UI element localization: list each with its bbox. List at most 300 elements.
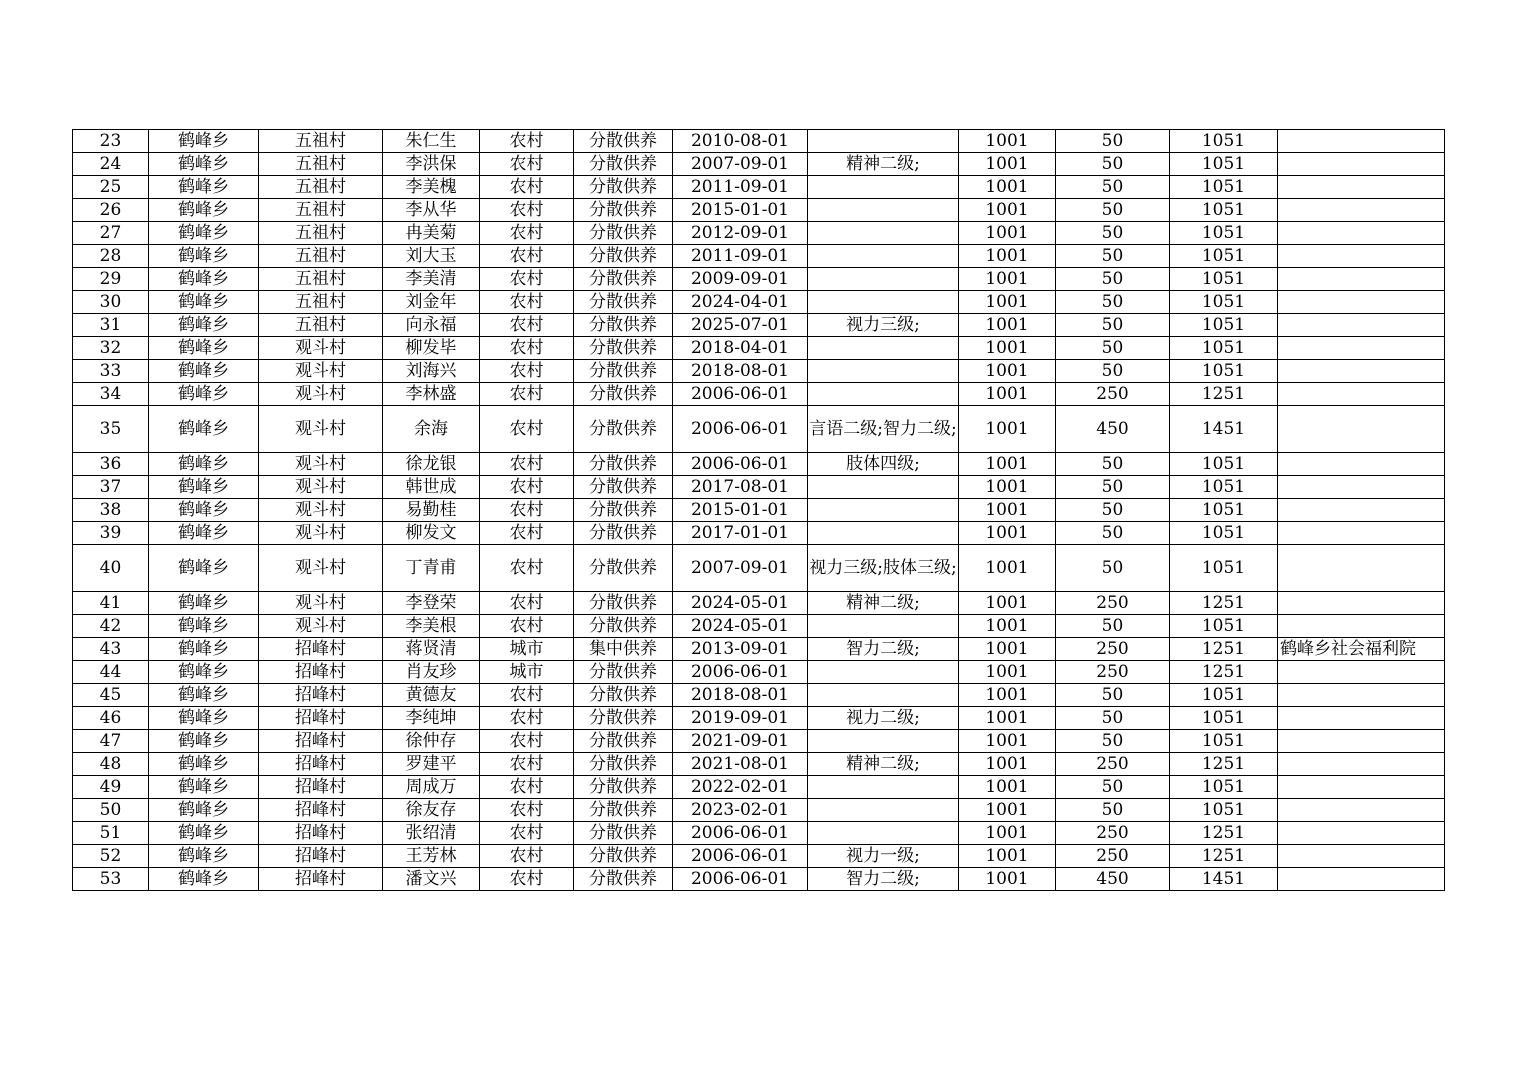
name-cell: 黄德友 — [383, 684, 480, 707]
extra-amount-cell: 250 — [1056, 661, 1170, 684]
base-amount-cell: 1001 — [959, 130, 1056, 153]
name-cell: 韩世成 — [383, 476, 480, 499]
base-amount-cell: 1001 — [959, 245, 1056, 268]
base-amount-cell: 1001 — [959, 661, 1056, 684]
name-cell: 张绍清 — [383, 822, 480, 845]
household-type-cell: 农村 — [480, 406, 574, 453]
disability-cell: 精神二级; — [808, 592, 959, 615]
disability-cell — [808, 730, 959, 753]
household-type-cell: 农村 — [480, 730, 574, 753]
village-cell: 五祖村 — [259, 153, 383, 176]
township-cell: 鹤峰乡 — [149, 661, 259, 684]
base-amount-cell: 1001 — [959, 868, 1056, 891]
total-amount-cell: 1051 — [1170, 360, 1278, 383]
start-date-cell: 2007-09-01 — [673, 545, 808, 592]
base-amount-cell: 1001 — [959, 268, 1056, 291]
institution-cell — [1278, 684, 1445, 707]
village-cell: 观斗村 — [259, 406, 383, 453]
start-date-cell: 2006-06-01 — [673, 383, 808, 406]
total-amount-cell: 1051 — [1170, 522, 1278, 545]
township-cell: 鹤峰乡 — [149, 245, 259, 268]
table-row — [73, 476, 1445, 499]
start-date-cell: 2006-06-01 — [673, 453, 808, 476]
township-cell: 鹤峰乡 — [149, 383, 259, 406]
support-mode-cell: 分散供养 — [574, 822, 673, 845]
index-cell: 41 — [73, 592, 149, 615]
index-cell: 46 — [73, 707, 149, 730]
table-row — [73, 684, 1445, 707]
household-type-cell: 农村 — [480, 822, 574, 845]
institution-cell — [1278, 268, 1445, 291]
support-mode-cell: 分散供养 — [574, 291, 673, 314]
roster-body — [73, 130, 1445, 891]
table-row — [73, 406, 1445, 453]
name-cell: 李美槐 — [383, 176, 480, 199]
household-type-cell: 农村 — [480, 868, 574, 891]
township-cell: 鹤峰乡 — [149, 707, 259, 730]
support-mode-cell: 分散供养 — [574, 522, 673, 545]
household-type-cell: 农村 — [480, 776, 574, 799]
township-cell: 鹤峰乡 — [149, 337, 259, 360]
base-amount-cell: 1001 — [959, 176, 1056, 199]
table-row — [73, 868, 1445, 891]
support-mode-cell: 分散供养 — [574, 776, 673, 799]
name-cell: 李林盛 — [383, 383, 480, 406]
disability-cell — [808, 661, 959, 684]
township-cell: 鹤峰乡 — [149, 522, 259, 545]
start-date-cell: 2007-09-01 — [673, 153, 808, 176]
disability-cell: 视力一级; — [808, 845, 959, 868]
base-amount-cell: 1001 — [959, 453, 1056, 476]
start-date-cell: 2011-09-01 — [673, 176, 808, 199]
support-mode-cell: 集中供养 — [574, 638, 673, 661]
support-mode-cell: 分散供养 — [574, 176, 673, 199]
total-amount-cell: 1251 — [1170, 592, 1278, 615]
village-cell: 观斗村 — [259, 383, 383, 406]
total-amount-cell: 1251 — [1170, 845, 1278, 868]
institution-cell — [1278, 453, 1445, 476]
base-amount-cell: 1001 — [959, 638, 1056, 661]
start-date-cell: 2018-08-01 — [673, 360, 808, 383]
total-amount-cell: 1051 — [1170, 291, 1278, 314]
household-type-cell: 城市 — [480, 661, 574, 684]
base-amount-cell: 1001 — [959, 822, 1056, 845]
index-cell: 48 — [73, 753, 149, 776]
index-cell: 44 — [73, 661, 149, 684]
disability-cell: 肢体四级; — [808, 453, 959, 476]
township-cell: 鹤峰乡 — [149, 153, 259, 176]
table-row — [73, 314, 1445, 337]
base-amount-cell: 1001 — [959, 406, 1056, 453]
total-amount-cell: 1051 — [1170, 199, 1278, 222]
support-mode-cell: 分散供养 — [574, 337, 673, 360]
index-cell: 24 — [73, 153, 149, 176]
household-type-cell: 农村 — [480, 153, 574, 176]
institution-cell — [1278, 522, 1445, 545]
institution-cell — [1278, 199, 1445, 222]
disability-cell — [808, 684, 959, 707]
institution-cell — [1278, 730, 1445, 753]
start-date-cell: 2006-06-01 — [673, 406, 808, 453]
table-row — [73, 499, 1445, 522]
household-type-cell: 农村 — [480, 707, 574, 730]
disability-cell: 智力二级; — [808, 868, 959, 891]
support-mode-cell: 分散供养 — [574, 222, 673, 245]
total-amount-cell: 1051 — [1170, 707, 1278, 730]
name-cell: 柳发文 — [383, 522, 480, 545]
table-row — [73, 661, 1445, 684]
table-row — [73, 199, 1445, 222]
township-cell: 鹤峰乡 — [149, 638, 259, 661]
village-cell: 招峰村 — [259, 845, 383, 868]
support-mode-cell: 分散供养 — [574, 130, 673, 153]
township-cell: 鹤峰乡 — [149, 753, 259, 776]
support-mode-cell: 分散供养 — [574, 730, 673, 753]
start-date-cell: 2024-05-01 — [673, 615, 808, 638]
total-amount-cell: 1051 — [1170, 776, 1278, 799]
start-date-cell: 2012-09-01 — [673, 222, 808, 245]
table-row — [73, 592, 1445, 615]
village-cell: 观斗村 — [259, 453, 383, 476]
base-amount-cell: 1001 — [959, 753, 1056, 776]
base-amount-cell: 1001 — [959, 476, 1056, 499]
total-amount-cell: 1051 — [1170, 615, 1278, 638]
extra-amount-cell: 50 — [1056, 615, 1170, 638]
table-row — [73, 799, 1445, 822]
extra-amount-cell: 250 — [1056, 383, 1170, 406]
name-cell: 易勤桂 — [383, 499, 480, 522]
institution-cell — [1278, 822, 1445, 845]
base-amount-cell: 1001 — [959, 684, 1056, 707]
disability-cell — [808, 337, 959, 360]
table-row — [73, 707, 1445, 730]
start-date-cell: 2006-06-01 — [673, 661, 808, 684]
household-type-cell: 农村 — [480, 753, 574, 776]
start-date-cell: 2024-05-01 — [673, 592, 808, 615]
extra-amount-cell: 50 — [1056, 314, 1170, 337]
name-cell: 罗建平 — [383, 753, 480, 776]
start-date-cell: 2021-09-01 — [673, 730, 808, 753]
institution-cell — [1278, 776, 1445, 799]
township-cell: 鹤峰乡 — [149, 822, 259, 845]
disability-cell — [808, 499, 959, 522]
start-date-cell: 2019-09-01 — [673, 707, 808, 730]
village-cell: 观斗村 — [259, 360, 383, 383]
name-cell: 徐友存 — [383, 799, 480, 822]
extra-amount-cell: 250 — [1056, 638, 1170, 661]
extra-amount-cell: 50 — [1056, 684, 1170, 707]
index-cell: 37 — [73, 476, 149, 499]
total-amount-cell: 1051 — [1170, 130, 1278, 153]
extra-amount-cell: 450 — [1056, 868, 1170, 891]
index-cell: 34 — [73, 383, 149, 406]
township-cell: 鹤峰乡 — [149, 176, 259, 199]
extra-amount-cell: 50 — [1056, 799, 1170, 822]
household-type-cell: 农村 — [480, 545, 574, 592]
household-type-cell: 农村 — [480, 314, 574, 337]
index-cell: 42 — [73, 615, 149, 638]
village-cell: 招峰村 — [259, 799, 383, 822]
village-cell: 观斗村 — [259, 476, 383, 499]
disability-cell — [808, 268, 959, 291]
base-amount-cell: 1001 — [959, 153, 1056, 176]
index-cell: 47 — [73, 730, 149, 753]
start-date-cell: 2015-01-01 — [673, 199, 808, 222]
name-cell: 朱仁生 — [383, 130, 480, 153]
disability-cell — [808, 776, 959, 799]
extra-amount-cell: 50 — [1056, 776, 1170, 799]
index-cell: 32 — [73, 337, 149, 360]
village-cell: 招峰村 — [259, 868, 383, 891]
institution-cell — [1278, 222, 1445, 245]
name-cell: 蒋贤清 — [383, 638, 480, 661]
disability-cell — [808, 476, 959, 499]
index-cell: 33 — [73, 360, 149, 383]
institution-cell — [1278, 337, 1445, 360]
extra-amount-cell: 250 — [1056, 592, 1170, 615]
total-amount-cell: 1051 — [1170, 453, 1278, 476]
disability-cell: 言语二级;智力二级; — [808, 406, 959, 453]
base-amount-cell: 1001 — [959, 545, 1056, 592]
index-cell: 49 — [73, 776, 149, 799]
table-row — [73, 383, 1445, 406]
extra-amount-cell: 50 — [1056, 130, 1170, 153]
village-cell: 招峰村 — [259, 707, 383, 730]
village-cell: 五祖村 — [259, 314, 383, 337]
total-amount-cell: 1051 — [1170, 268, 1278, 291]
support-mode-cell: 分散供养 — [574, 868, 673, 891]
institution-cell — [1278, 476, 1445, 499]
village-cell: 观斗村 — [259, 545, 383, 592]
total-amount-cell: 1051 — [1170, 153, 1278, 176]
start-date-cell: 2018-04-01 — [673, 337, 808, 360]
disability-cell — [808, 822, 959, 845]
support-mode-cell: 分散供养 — [574, 845, 673, 868]
extra-amount-cell: 50 — [1056, 199, 1170, 222]
name-cell: 刘大玉 — [383, 245, 480, 268]
support-mode-cell: 分散供养 — [574, 799, 673, 822]
total-amount-cell: 1051 — [1170, 476, 1278, 499]
base-amount-cell: 1001 — [959, 314, 1056, 337]
total-amount-cell: 1051 — [1170, 499, 1278, 522]
name-cell: 柳发毕 — [383, 337, 480, 360]
household-type-cell: 农村 — [480, 130, 574, 153]
township-cell: 鹤峰乡 — [149, 222, 259, 245]
extra-amount-cell: 250 — [1056, 822, 1170, 845]
township-cell: 鹤峰乡 — [149, 130, 259, 153]
table-row — [73, 268, 1445, 291]
support-mode-cell: 分散供养 — [574, 661, 673, 684]
base-amount-cell: 1001 — [959, 522, 1056, 545]
index-cell: 30 — [73, 291, 149, 314]
base-amount-cell: 1001 — [959, 291, 1056, 314]
start-date-cell: 2017-08-01 — [673, 476, 808, 499]
base-amount-cell: 1001 — [959, 383, 1056, 406]
township-cell: 鹤峰乡 — [149, 615, 259, 638]
extra-amount-cell: 50 — [1056, 268, 1170, 291]
disability-cell — [808, 383, 959, 406]
institution-cell — [1278, 707, 1445, 730]
extra-amount-cell: 250 — [1056, 845, 1170, 868]
index-cell: 43 — [73, 638, 149, 661]
index-cell: 51 — [73, 822, 149, 845]
village-cell: 招峰村 — [259, 661, 383, 684]
institution-cell — [1278, 845, 1445, 868]
base-amount-cell: 1001 — [959, 615, 1056, 638]
table-row — [73, 176, 1445, 199]
township-cell: 鹤峰乡 — [149, 868, 259, 891]
extra-amount-cell: 50 — [1056, 176, 1170, 199]
support-mode-cell: 分散供养 — [574, 268, 673, 291]
start-date-cell: 2024-04-01 — [673, 291, 808, 314]
extra-amount-cell: 50 — [1056, 360, 1170, 383]
household-type-cell: 农村 — [480, 360, 574, 383]
institution-cell — [1278, 314, 1445, 337]
total-amount-cell: 1051 — [1170, 545, 1278, 592]
total-amount-cell: 1251 — [1170, 383, 1278, 406]
institution-cell — [1278, 615, 1445, 638]
household-type-cell: 农村 — [480, 522, 574, 545]
support-mode-cell: 分散供养 — [574, 499, 673, 522]
extra-amount-cell: 250 — [1056, 753, 1170, 776]
institution-cell — [1278, 176, 1445, 199]
name-cell: 余海 — [383, 406, 480, 453]
township-cell: 鹤峰乡 — [149, 476, 259, 499]
total-amount-cell: 1451 — [1170, 868, 1278, 891]
institution-cell — [1278, 291, 1445, 314]
support-mode-cell: 分散供养 — [574, 314, 673, 337]
index-cell: 53 — [73, 868, 149, 891]
institution-cell — [1278, 545, 1445, 592]
start-date-cell: 2018-08-01 — [673, 684, 808, 707]
township-cell: 鹤峰乡 — [149, 845, 259, 868]
base-amount-cell: 1001 — [959, 337, 1056, 360]
index-cell: 50 — [73, 799, 149, 822]
extra-amount-cell: 50 — [1056, 730, 1170, 753]
household-type-cell: 农村 — [480, 476, 574, 499]
disability-cell — [808, 291, 959, 314]
village-cell: 五祖村 — [259, 130, 383, 153]
township-cell: 鹤峰乡 — [149, 545, 259, 592]
institution-cell — [1278, 130, 1445, 153]
name-cell: 徐龙银 — [383, 453, 480, 476]
extra-amount-cell: 50 — [1056, 222, 1170, 245]
extra-amount-cell: 50 — [1056, 707, 1170, 730]
name-cell: 李登荣 — [383, 592, 480, 615]
table-row — [73, 822, 1445, 845]
name-cell: 李纯坤 — [383, 707, 480, 730]
support-mode-cell: 分散供养 — [574, 383, 673, 406]
village-cell: 五祖村 — [259, 291, 383, 314]
household-type-cell: 农村 — [480, 615, 574, 638]
table-row — [73, 638, 1445, 661]
table-row — [73, 776, 1445, 799]
extra-amount-cell: 50 — [1056, 291, 1170, 314]
household-type-cell: 农村 — [480, 176, 574, 199]
table-row — [73, 337, 1445, 360]
village-cell: 招峰村 — [259, 684, 383, 707]
index-cell: 39 — [73, 522, 149, 545]
institution-cell — [1278, 499, 1445, 522]
total-amount-cell: 1051 — [1170, 176, 1278, 199]
base-amount-cell: 1001 — [959, 199, 1056, 222]
household-type-cell: 农村 — [480, 268, 574, 291]
institution-cell — [1278, 799, 1445, 822]
name-cell: 肖友珍 — [383, 661, 480, 684]
village-cell: 五祖村 — [259, 268, 383, 291]
disability-cell — [808, 130, 959, 153]
support-mode-cell: 分散供养 — [574, 360, 673, 383]
township-cell: 鹤峰乡 — [149, 730, 259, 753]
disability-cell — [808, 222, 959, 245]
name-cell: 刘金年 — [383, 291, 480, 314]
start-date-cell: 2010-08-01 — [673, 130, 808, 153]
table-row — [73, 845, 1445, 868]
table-row — [73, 753, 1445, 776]
institution-cell — [1278, 245, 1445, 268]
name-cell: 周成万 — [383, 776, 480, 799]
total-amount-cell: 1051 — [1170, 337, 1278, 360]
name-cell: 丁青甫 — [383, 545, 480, 592]
base-amount-cell: 1001 — [959, 222, 1056, 245]
extra-amount-cell: 50 — [1056, 499, 1170, 522]
disability-cell — [808, 799, 959, 822]
township-cell: 鹤峰乡 — [149, 799, 259, 822]
household-type-cell: 农村 — [480, 245, 574, 268]
household-type-cell: 农村 — [480, 291, 574, 314]
household-type-cell: 农村 — [480, 222, 574, 245]
support-mode-cell: 分散供养 — [574, 684, 673, 707]
support-mode-cell: 分散供养 — [574, 615, 673, 638]
table-row — [73, 453, 1445, 476]
base-amount-cell: 1001 — [959, 776, 1056, 799]
extra-amount-cell: 50 — [1056, 245, 1170, 268]
institution-cell — [1278, 592, 1445, 615]
township-cell: 鹤峰乡 — [149, 406, 259, 453]
extra-amount-cell: 50 — [1056, 545, 1170, 592]
start-date-cell: 2006-06-01 — [673, 822, 808, 845]
extra-amount-cell: 450 — [1056, 406, 1170, 453]
table-row — [73, 130, 1445, 153]
base-amount-cell: 1001 — [959, 845, 1056, 868]
institution-cell — [1278, 868, 1445, 891]
table-row — [73, 522, 1445, 545]
start-date-cell: 2025-07-01 — [673, 314, 808, 337]
total-amount-cell: 1251 — [1170, 638, 1278, 661]
household-type-cell: 农村 — [480, 592, 574, 615]
start-date-cell: 2015-01-01 — [673, 499, 808, 522]
township-cell: 鹤峰乡 — [149, 684, 259, 707]
disability-cell: 精神二级; — [808, 753, 959, 776]
index-cell: 27 — [73, 222, 149, 245]
township-cell: 鹤峰乡 — [149, 199, 259, 222]
village-cell: 五祖村 — [259, 245, 383, 268]
name-cell: 徐仲存 — [383, 730, 480, 753]
index-cell: 28 — [73, 245, 149, 268]
support-mode-cell: 分散供养 — [574, 245, 673, 268]
start-date-cell: 2006-06-01 — [673, 868, 808, 891]
support-mode-cell: 分散供养 — [574, 753, 673, 776]
disability-cell: 视力二级; — [808, 707, 959, 730]
disability-cell: 视力三级; — [808, 314, 959, 337]
support-mode-cell: 分散供养 — [574, 707, 673, 730]
index-cell: 35 — [73, 406, 149, 453]
index-cell: 45 — [73, 684, 149, 707]
start-date-cell: 2006-06-01 — [673, 845, 808, 868]
household-type-cell: 农村 — [480, 453, 574, 476]
township-cell: 鹤峰乡 — [149, 776, 259, 799]
name-cell: 李美清 — [383, 268, 480, 291]
